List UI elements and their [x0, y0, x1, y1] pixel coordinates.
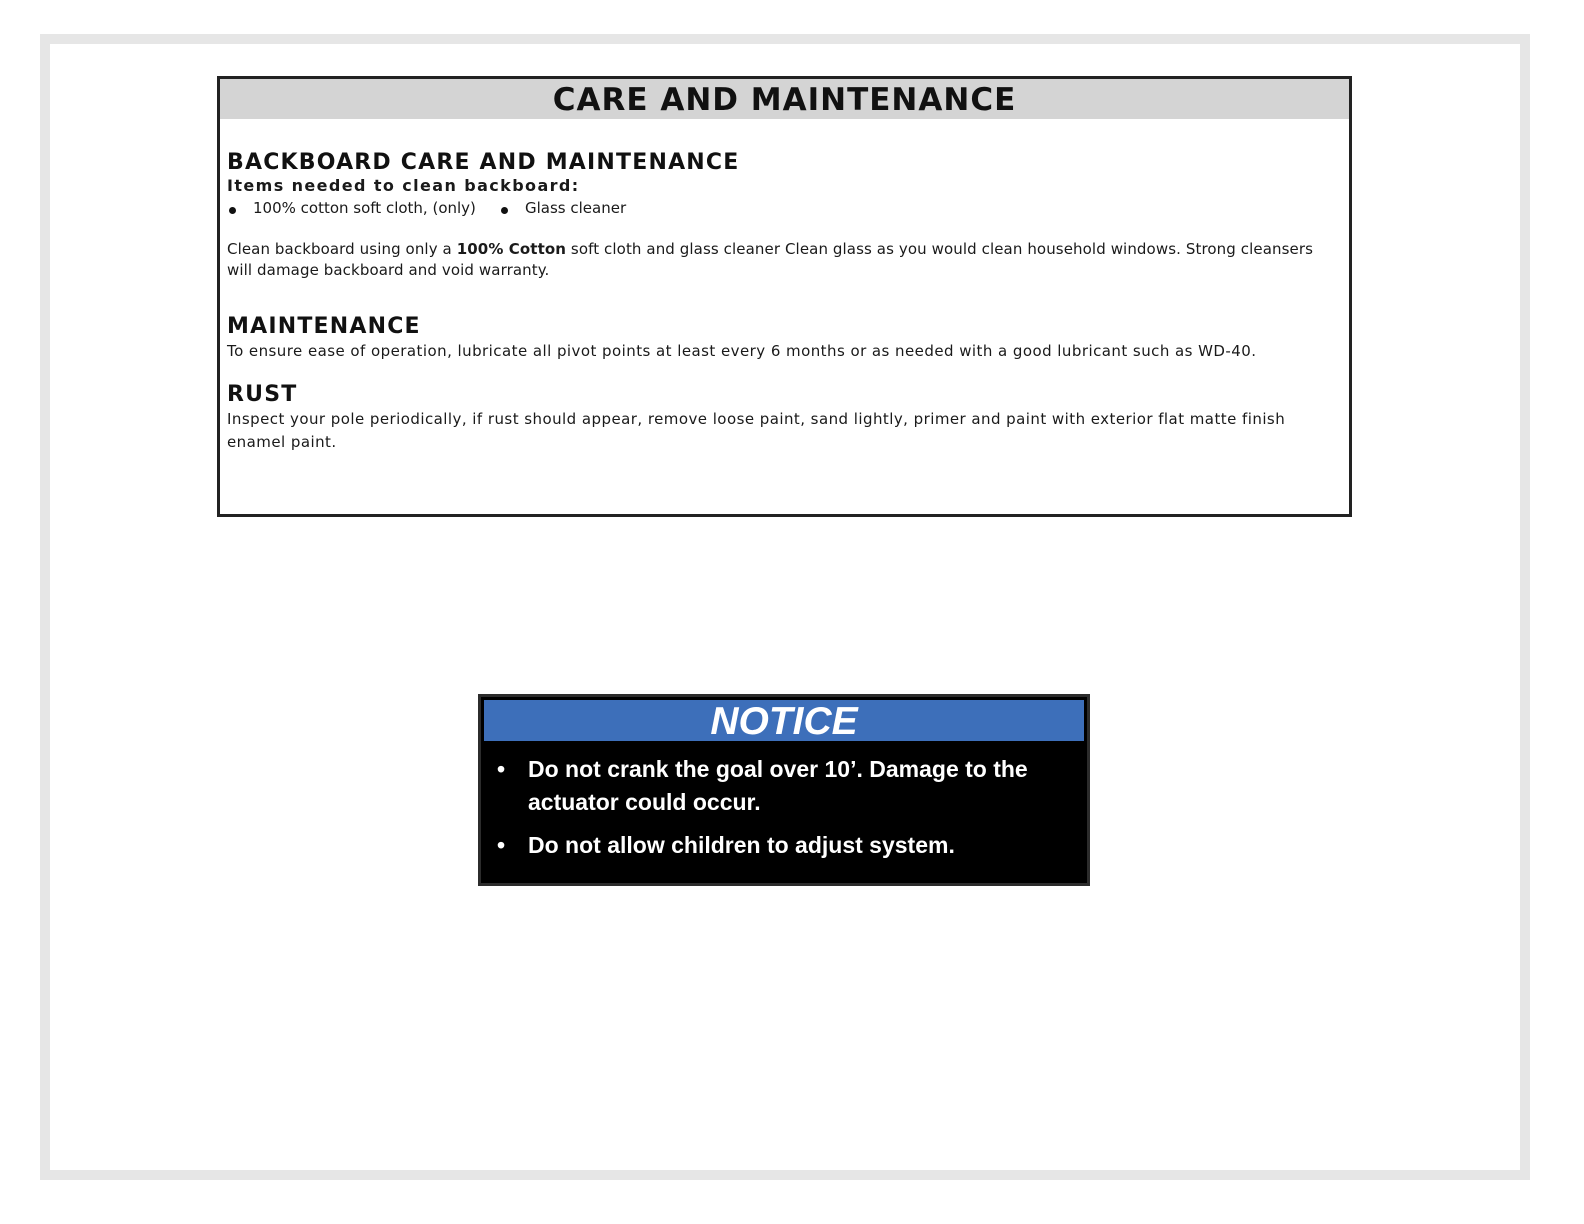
bullet-icon	[229, 207, 236, 214]
list-item-glass-cleaner: Glass cleaner	[525, 199, 627, 217]
notice-item-text: Do not allow children to adjust system.	[528, 832, 955, 858]
backboard-cleaning-paragraph	[227, 239, 1349, 281]
bullet-icon	[501, 207, 508, 214]
cleaning-text-start: Clean backboard using only a	[227, 240, 457, 258]
rust-heading: RUST	[227, 382, 298, 407]
notice-box	[478, 694, 1090, 886]
maintenance-paragraph: To ensure ease of operation, lubricate all pivot points at least every 6 months or as needed with a good lubricant such as WD-40.	[227, 342, 1257, 360]
items-needed-list	[227, 197, 1349, 219]
bullet-icon: •	[497, 756, 506, 782]
backboard-heading: BACKBOARD CARE AND MAINTENANCE	[227, 150, 740, 175]
rust-paragraph: Inspect your pole periodically, if rust should appear, remove loose paint, sand lightly, primer and paint with exterior flat matte finish enamel paint.	[227, 410, 1286, 451]
maintenance-heading: MAINTENANCE	[227, 314, 421, 339]
care-maintenance-title: CARE AND MAINTENANCE	[220, 79, 1349, 119]
care-maintenance-body	[220, 151, 1349, 454]
notice-item-crank	[484, 753, 1084, 819]
list-item-cotton-cloth: 100% cotton soft cloth, (only)	[253, 199, 476, 217]
care-maintenance-box	[217, 76, 1352, 517]
bullet-icon: •	[497, 832, 506, 858]
notice-list	[484, 741, 1084, 862]
cleaning-text-emphasis: 100% Cotton	[456, 240, 567, 258]
notice-item-text: Do not crank the goal over 10’. Damage to the actuator could occur.	[528, 756, 1028, 815]
notice-item-children	[484, 829, 1084, 862]
items-needed-label: Items needed to clean backboard:	[227, 176, 580, 195]
cleaning-text-end: soft cloth and glass cleaner Clean glass as you would clean household windows. Strong cleansers will damage backboard and void warranty.	[227, 240, 1314, 279]
notice-title: NOTICE	[484, 700, 1084, 741]
